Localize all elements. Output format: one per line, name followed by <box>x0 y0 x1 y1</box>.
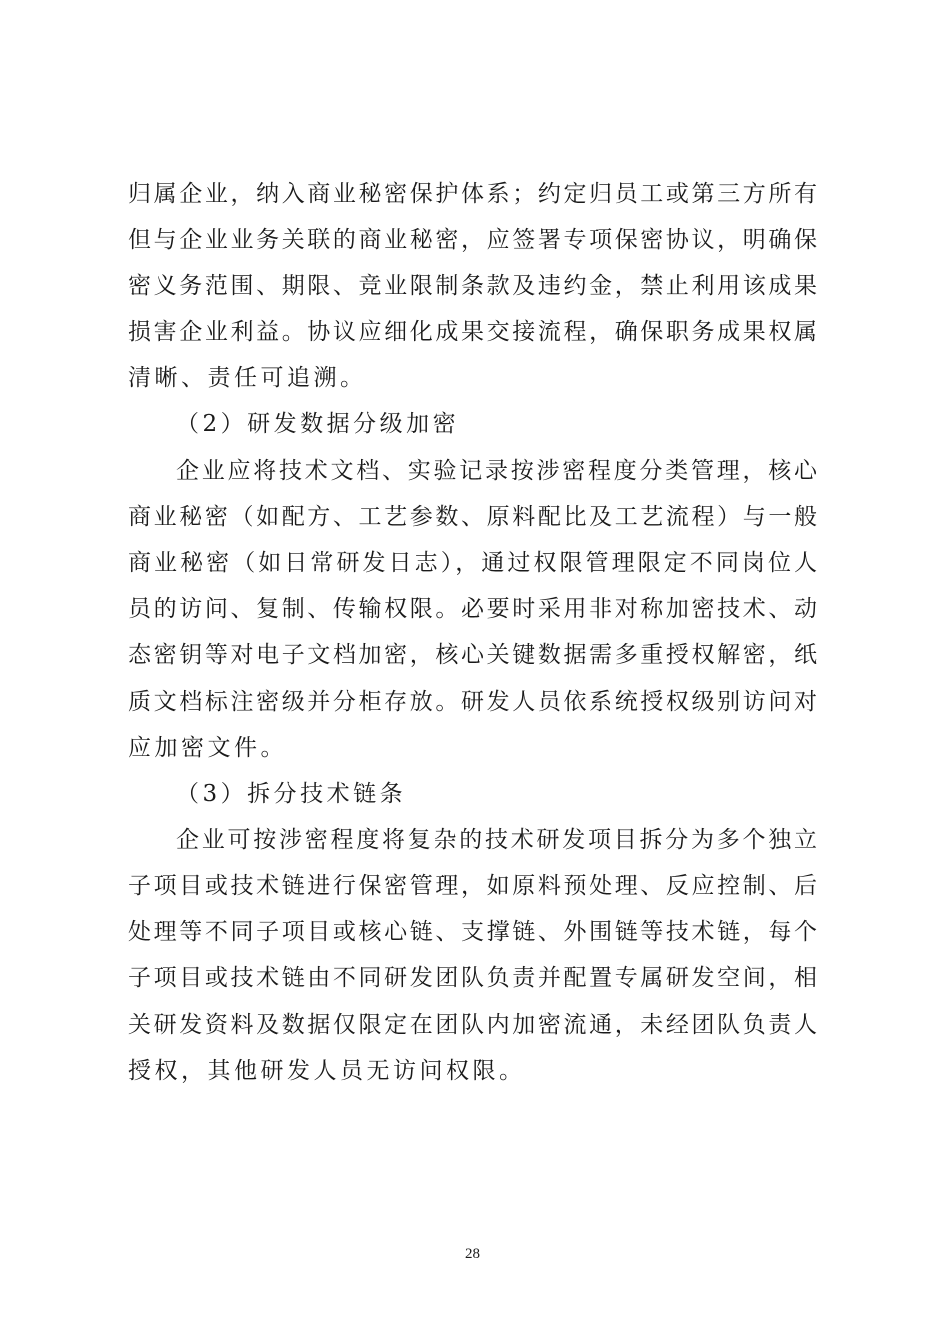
paragraph-3-line-4: 子项目或技术链由不同研发团队负责并配置专属研发空间，相 <box>128 965 817 991</box>
paragraph-1-line-4: 损害企业利益。协议应细化成果交接流程，确保职务成果权属 <box>128 319 817 345</box>
paragraph-3-line-1: 企业可按涉密程度将复杂的技术研发项目拆分为多个独立 <box>176 827 817 853</box>
paragraph-2-line-6: 质文档标注密级并分柜存放。研发人员依系统授权级别访问对 <box>128 689 817 715</box>
page-number: 28 <box>465 1246 480 1262</box>
paragraph-2-line-5: 态密钥等对电子文档加密，核心关键数据需多重授权解密，纸 <box>128 642 817 668</box>
paragraph-2-line-1: 企业应将技术文档、实验记录按涉密程度分类管理，核心 <box>176 458 817 484</box>
paragraph-3-line-5: 关研发资料及数据仅限定在团队内加密流通，未经团队负责人 <box>128 1012 817 1038</box>
paragraph-3-line-2: 子项目或技术链进行保密管理，如原料预处理、反应控制、后 <box>128 873 817 899</box>
paragraph-2-line-7: 应加密文件。 <box>128 735 287 761</box>
paragraph-1-line-5: 清晰、责任可追溯。 <box>128 365 367 391</box>
paragraph-2-line-2: 商业秘密（如配方、工艺参数、原料配比及工艺流程）与一般 <box>128 504 817 530</box>
paragraph-3-line-3: 处理等不同子项目或核心链、支撑链、外围链等技术链，每个 <box>128 919 817 945</box>
paragraph-1-line-2: 但与企业业务关联的商业秘密，应签署专项保密协议，明确保 <box>128 227 817 253</box>
paragraph-1-line-3: 密义务范围、期限、竞业限制条款及违约金，禁止利用该成果 <box>128 273 817 299</box>
section-heading-2: （2）研发数据分级加密 <box>176 411 460 437</box>
paragraph-2-line-3: 商业秘密（如日常研发日志），通过权限管理限定不同岗位人 <box>128 550 817 576</box>
paragraph-2-line-4: 员的访问、复制、传输权限。必要时采用非对称加密技术、动 <box>128 596 817 622</box>
paragraph-1-line-1: 归属企业，纳入商业秘密保护体系；约定归员工或第三方所有 <box>128 181 817 207</box>
section-heading-3: （3）拆分技术链条 <box>176 781 407 807</box>
paragraph-3-line-6: 授权，其他研发人员无访问权限。 <box>128 1058 526 1084</box>
